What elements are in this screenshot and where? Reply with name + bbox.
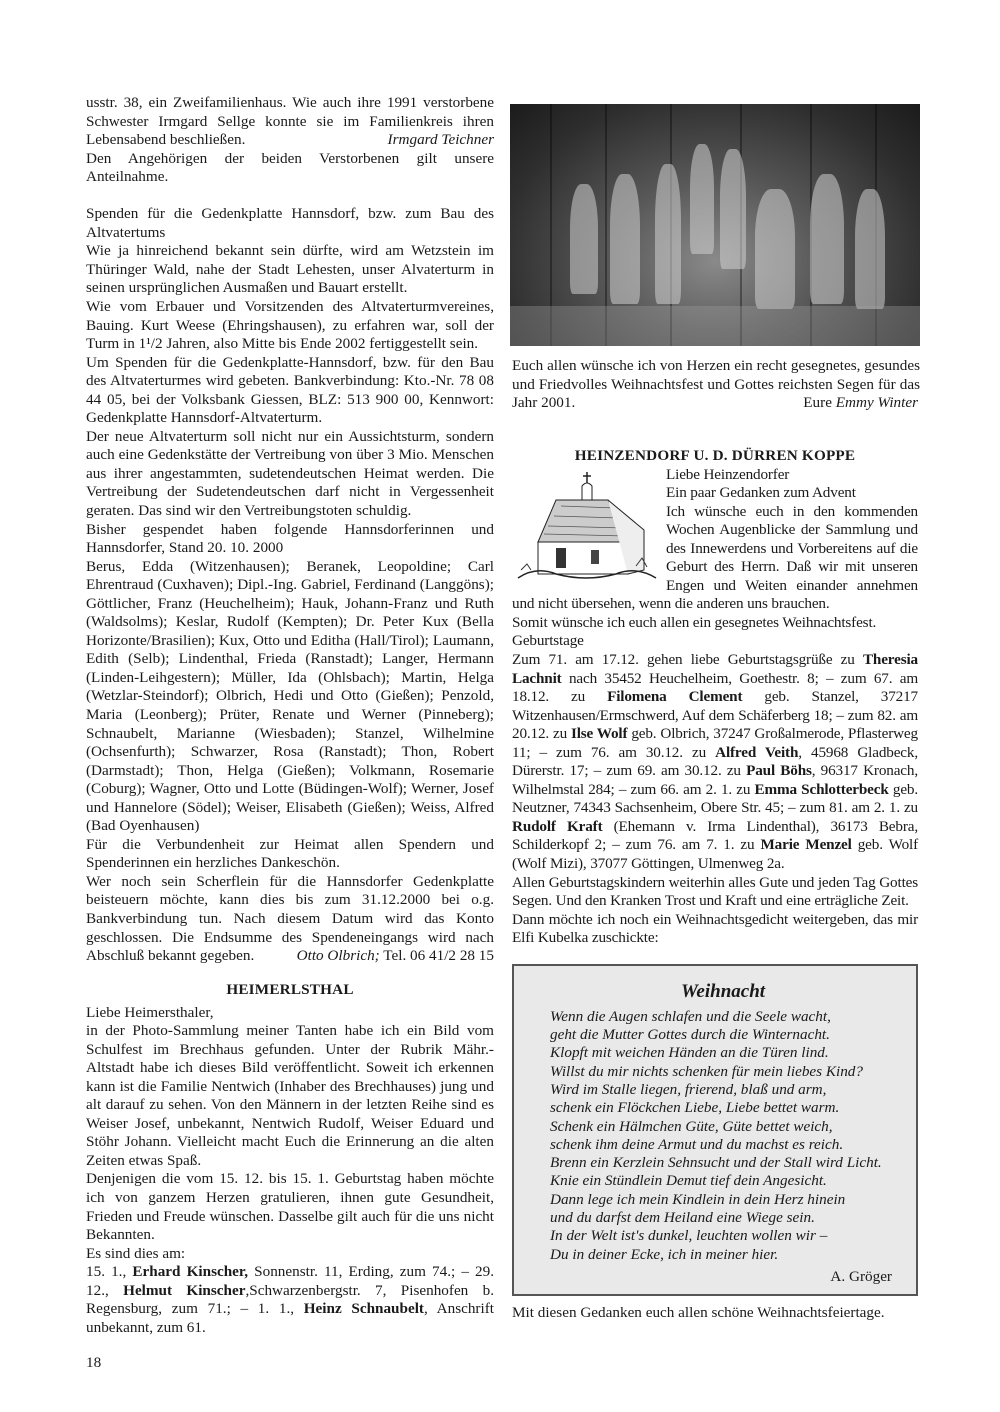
birthday-list xyxy=(86,1263,494,1337)
text: Wer noch sein Scherflein für die Hannsdorfer Gedenkplatte beisteuern möchte, kann dies bis zum 31.12.2000 bei o.g. Bankverbindung tun. Nach diesem Datum wird das Konto geschlossen. Die Endsumme des Spendeneingangs wird nach Abschluß bekannt gegeben. xyxy=(86,872,494,965)
poem-line: Klopft mit weichen Händen an die Türen lind. xyxy=(550,1044,829,1062)
greeting: Liebe Heimersthaler, xyxy=(86,1003,214,1021)
poem-line: Dann lege ich mein Kindlein in dein Herz hinein xyxy=(550,1190,846,1208)
paragraph: in der Photo-Sammlung meiner Tanten habe ich ein Bild vom Schulfest im Brechhaus gefunden. Unter der Rubrik Mähr.-Altstadt habe ich dieses Bild veröffentlicht. Soweit ich erkennen kann ist die Familie Nentwich (Inhaber des Brechhauses) jung und alt darauf zu sehen. Von den Männern in der letzten Reihe sind es Weiser Josef, unbekannt, Nentwich Rudolf, Weiser Eduard und Stöhr Johann. Vielleicht macht Euch die Erinnerung an die alten Zeiten etwas Spaß. xyxy=(86,1022,494,1169)
text: geb. Neutzner, 74343 Sachsenheim, Obere Str. 45; – zum 81. am 2. 1. zu xyxy=(512,780,919,817)
signature-block xyxy=(297,947,494,966)
text: Eure xyxy=(803,394,832,412)
poem-line: Schenk ein Hälmchen Güte, Güte bettet weich, xyxy=(550,1117,833,1135)
text: 15. 1., xyxy=(86,1263,133,1281)
photo-caption xyxy=(512,357,920,413)
paragraph: Um Spenden für die Gedenkplatte-Hannsdorf, bzw. für den Bau des Altvaterturmes wird gebeten. Bankverbindung: Kto.-Nr. 78 08 44 05, bei der Volksbank Giessen, BLZ: 513 900 00, Kennwort: Gedenkplatte Hannsdorf-Altvaterturm. xyxy=(86,353,494,427)
chapel-illustration xyxy=(516,470,658,582)
poem-title: Weihnacht xyxy=(680,980,766,1002)
paragraph xyxy=(86,94,494,150)
person-name: Heinz Schnaubelt xyxy=(303,1300,424,1318)
person-name: Erhard Kinscher, xyxy=(132,1263,249,1281)
person-name: Filomena Clement xyxy=(607,688,743,706)
poem-line: Brenn ein Kerzlein Sehnsucht und der Stall wird Licht. xyxy=(550,1154,882,1172)
text: geb. Olbrich, 37247 Großalmerode, Pflasterweg 11; – zum 76. am 30.12. zu xyxy=(512,725,918,761)
person-name: Emma Schlotterbeck xyxy=(754,780,889,798)
poem-line: schenk ihm deine Armut und du machst es reich. xyxy=(550,1135,844,1153)
page-number: 18 xyxy=(86,1354,102,1371)
poem-lines xyxy=(550,1008,896,1264)
person-name: Alfred Veith xyxy=(715,743,799,761)
person-name: Ilse Wolf xyxy=(570,725,628,743)
paragraph: Denjenigen die vom 15. 12. bis 15. 1. Geburtstag haben möchte ich von ganzem Herzen gratulieren, ihnen gute Gesundheit, Frieden und Freude wünschen. Dasselbe gilt auch für die uns nicht Bekannten. xyxy=(86,1170,494,1244)
birthdays-heading: Geburtstage xyxy=(512,632,584,650)
paragraph: Der neue Altvaterturm soll nicht nur ein Aussichtsturm, sondern auch eine Gedenkstätte der Vertreibung von über 3 Mio. Menschen aus ihrer angestammten, sudetendeutschen Heimat werden. Die Vertreibung der Sudetendeutschen darf nicht in Vergessenheit geraten. Das sind wir den Vertreibungstoten schuldig. xyxy=(86,427,494,519)
donor-list: Berus, Edda (Witzenhausen); Beranek, Leopoldine; Carl Ehrentraud (Cuxhaven); Dipl.-Ing. Gabriel, Ferdinand (Langgöns); Göttlicher, Franz (Heuchelheim); Hauk, Johann-Franz und Ruth (Waldsolms); Keslar, Rudolf (Kempten); Dr. Peter Kux (Bella Horizonte/Brasilien); Kux, Otto und Editha (Hall/Tirol); Laumann, Edith (Selb); Lindenthal, Frieda (Ranstadt); Langer, Hermann (Linden-Leihgestern); Müller, Ida (Ohlsbach); Martin, Helga (Wetzlar-Steindorf); Olbrich, Hedi und Otto (Gießen); Penzold, Maria (Leonberg); Prüter, Renate und Werner (Pinneberg); Schnaubelt, Marianne (Wiesbaden); Stanzel, Wilhelmine (Ochsenfurth); Schwarzer, Rosa (Ranstadt); Thon, Robert (Darmstadt); Thon, Helga (Gießen); Volkmann, Rosemarie (Coburg); Wagner, Otto und Lotte (Büdingen-Wolf); Werner, Josef und Hannelore (Södel); Weiser, Elisabeth (Gießen); Weiss, Alfred (Bad Oyenhausen) xyxy=(86,557,494,835)
paragraph: Ich wünsche euch in den kommenden Wochen Augenblicke der Sammlung und des Innewerdens und Vorbereitens auf die Geburt des Herrn. Daß wir mit unseren Engen und Weiten einander annehmen und nicht übersehen, wenn die anderen uns brauchen. xyxy=(512,502,918,613)
closing-text: Mit diesen Gedanken euch allen schöne Weihnachtsfeiertage. xyxy=(512,1303,885,1321)
paragraph: Den Angehörigen der beiden Verstorbenen gilt unsere Anteilnahme. xyxy=(86,149,494,186)
poem-line: geht die Mutter Gottes durch die Winternacht. xyxy=(550,1026,830,1044)
section-heading: HEINZENDORF U. D. DÜRREN KOPPE xyxy=(574,447,856,464)
poem-line: und du darfst dem Heiland eine Wiege sein. xyxy=(550,1209,815,1227)
text: geb. Stanzel, 37217 Witzenhausen/Ermschwerd, Auf dem Schäferberg 18; – zum 82. am 20.12. zu xyxy=(512,688,918,743)
text: , 96317 Kronach, Wilhelmstal 284; – zum 66. am 2. 1. zu xyxy=(512,762,918,798)
text: , Anschrift unbekannt, zum 61. xyxy=(86,1300,494,1336)
text: Sonnenstr. 11, Erding, zum 74.; – 29. 12., xyxy=(86,1263,494,1299)
person-name: Rudolf Kraft xyxy=(512,817,603,835)
poem-author: A. Gröger xyxy=(830,1267,892,1285)
text: geb. Wolf (Wolf Mizi), 37077 Göttingen, Ulmenweg 2a. xyxy=(512,836,918,873)
poem-line: Du in deiner Ecke, ich in meiner hier. xyxy=(550,1245,779,1263)
person-name: Paul Böhs xyxy=(746,762,812,780)
donation-heading: Spenden für die Gedenkplatte Hannsdorf, bzw. zum Bau des Altvatertums xyxy=(86,205,494,241)
person-name: Theresia Lachnit xyxy=(512,651,918,687)
paragraph xyxy=(86,873,494,966)
poem-line: Willst du mir nichts schenken für mein liebes Kind? xyxy=(550,1062,863,1080)
text: ,Schwarzenbergstr. 7, Pisenhofen b. Regensburg, zum 71.; – 1. 1., xyxy=(86,1281,494,1318)
poem-line: Wenn die Augen schlafen und die Seele wacht, xyxy=(550,1007,831,1025)
text: Zum 71. am 17.12. gehen liebe Geburtstagsgrüße zu xyxy=(512,651,863,669)
caption-text: Euch allen wünsche ich von Herzen ein recht gesegnetes, gesundes und Friedvolles Weihnachtsfest und Gottes reichsten Segen für das Jahr 2001. xyxy=(512,357,920,412)
heimerlsthal-article xyxy=(86,981,494,1337)
person-name: Helmut Kinscher xyxy=(123,1281,246,1299)
text: usstr. 38, ein Zweifamilienhaus. Wie auch ihre 1991 verstorbene Schwester Irmgard Sellge konnte sie im Familienkreis ihren Lebensabend beschließen. xyxy=(86,94,494,149)
poem-box xyxy=(512,964,918,1296)
subheading: Ein paar Gedanken zum Advent xyxy=(666,484,856,502)
paragraph: Bisher gespendet haben folgende Hannsdorferinnen und Hannsdorfer, Stand 20. 10. 2000 xyxy=(86,520,494,557)
paragraph: Es sind dies am: xyxy=(86,1244,186,1262)
section-heading: HEIMERLSTHAL xyxy=(226,981,354,998)
poem-line: In der Welt ist's dunkel, leuchten wollen wir – xyxy=(550,1227,828,1245)
paragraph: Dann möchte ich noch ein Weihnachtsgedicht weitergeben, das mir Elfi Kubelka zuschickte: xyxy=(512,910,918,947)
birthday-list xyxy=(512,651,918,874)
hannsdorf-article xyxy=(86,94,494,966)
signature: Otto Olbrich; xyxy=(296,947,380,965)
historical-group-photo xyxy=(510,104,920,346)
text: (Ehemann v. Irma Lindenthal), 36173 Bebra, Schilderkopf 2; – zum 76. am 7. 1. zu xyxy=(512,817,918,854)
paragraph: Allen Geburtstagskindern weiterhin alles Gute und jeden Tag Gottes Segen. Und den Kranken Trost und Kraft und eine erträgliche Zeit. xyxy=(512,873,918,910)
heinzendorf-article xyxy=(512,447,918,1322)
greeting: Liebe Heinzendorfer xyxy=(666,465,790,483)
signature: Irmgard Teichner xyxy=(387,131,494,149)
person-name: Marie Menzel xyxy=(760,836,852,854)
paragraph: Wie vom Erbauer und Vorsitzenden des Altvaterturmvereines, Bauing. Kurt Weese (Ehringshausen), zu erfahren war, soll der Turm in 1¹/2 Jahren, also Mitte bis Ende 2002 fertiggestellt sein. xyxy=(86,297,494,353)
text: nach 35452 Heuchelheim, Goethestr. 8; – zum 67. am 18.12. zu xyxy=(512,669,918,706)
signature: Emmy Winter xyxy=(835,394,918,412)
poem-line: Wird im Stalle liegen, frierend, blaß und arm, xyxy=(550,1080,827,1098)
paragraph: Für die Verbundenheit zur Heimat allen Spendern und Spenderinnen ein herzliches Dankeschön. xyxy=(86,835,494,872)
paragraph: Wie ja hinreichend bekannt sein dürfte, wird am Wetzstein im Thüringer Wald, nahe der Stadt Lehesten, unser Alvaterturm in seinen ursprünglichen Ausmaßen und Bauart erstellt. xyxy=(86,242,494,297)
paragraph: Somit wünsche ich euch allen ein gesegnetes Weihnachtsfest. xyxy=(512,613,877,631)
poem-line: schenk ein Flöckchen Liebe, Liebe bettet warm. xyxy=(550,1099,840,1117)
poem-line: Knie ein Stündlein Demut tief dein Angesicht. xyxy=(550,1172,827,1190)
phone: Tel. 06 41/2 28 15 xyxy=(383,947,494,965)
text: , 45968 Gladbeck, Dürerstr. 17; – zum 69. am 30.12. zu xyxy=(512,743,918,780)
